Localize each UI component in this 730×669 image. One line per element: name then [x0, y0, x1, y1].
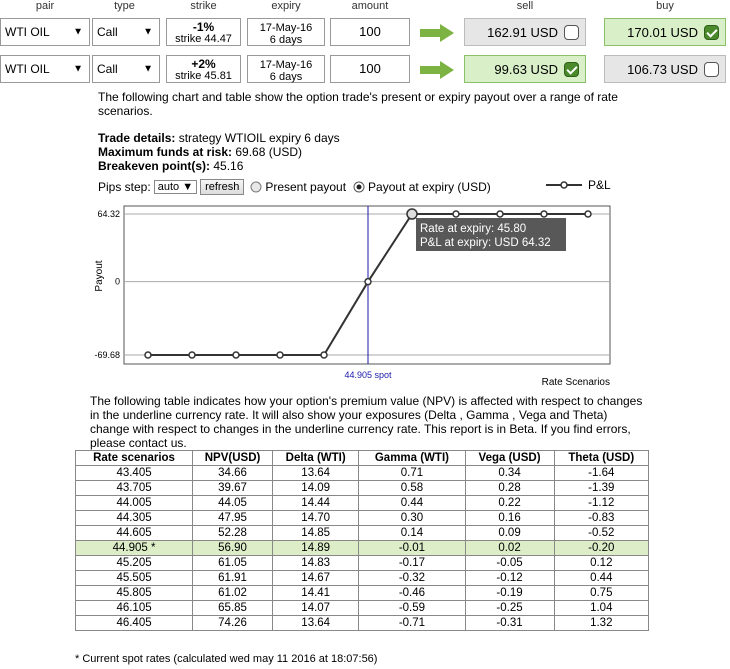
table-cell: 1.32	[554, 616, 648, 631]
table-cell: 0.34	[465, 466, 554, 481]
table-cell: 46.105	[76, 601, 193, 616]
dropdown-arrow-icon: ▼	[143, 63, 153, 75]
chart-point	[233, 352, 239, 358]
chart-point	[541, 211, 547, 217]
chart-y-tick-label: 0	[114, 276, 120, 287]
chart-tooltip	[416, 218, 566, 251]
table-cell: 45.805	[76, 586, 193, 601]
footnote: * Current spot rates (calculated wed may 11 2016 at 18:07:56)	[75, 653, 378, 665]
pair-select[interactable]	[0, 55, 90, 83]
table-cell: 45.205	[76, 556, 193, 571]
table-cell: 14.85	[273, 526, 359, 541]
strike-value: strike 45.81	[175, 70, 232, 82]
table-cell: 44.605	[76, 526, 193, 541]
chart-point	[321, 352, 327, 358]
amount-input[interactable]: 100	[330, 55, 410, 83]
header-buy: buy	[656, 0, 674, 12]
table-row	[76, 616, 649, 631]
type-value: Call	[97, 62, 118, 76]
chart-y-tick-label: 64.32	[97, 209, 120, 219]
pair-select[interactable]	[0, 18, 90, 46]
type-select[interactable]	[92, 55, 160, 83]
strike-box[interactable]	[166, 55, 241, 83]
table-cell: 13.64	[273, 466, 359, 481]
table-header-cell: Delta (WTI)	[273, 451, 359, 466]
table-cell: 13.64	[273, 616, 359, 631]
sell-option[interactable]	[464, 18, 586, 46]
dropdown-arrow-icon: ▼	[73, 63, 83, 75]
table-header-row	[76, 451, 649, 466]
chart-spot-label: 44.905 spot	[344, 370, 392, 380]
strike-percent: +2%	[191, 57, 216, 71]
chart-controls	[98, 178, 491, 196]
table-cell: 14.70	[273, 511, 359, 526]
table-cell: 0.44	[359, 496, 465, 511]
table-cell: 65.85	[193, 601, 273, 616]
table-cell: -0.05	[465, 556, 554, 571]
table-cell: 56.90	[193, 541, 273, 556]
expiry-box[interactable]	[247, 18, 325, 46]
table-cell: -1.12	[554, 496, 648, 511]
table-cell: -0.46	[359, 586, 465, 601]
table-cell: -0.12	[465, 571, 554, 586]
arrow-right-icon	[420, 24, 454, 42]
table-cell: 0.71	[359, 466, 465, 481]
chart-point	[189, 352, 195, 358]
chart-point	[145, 352, 151, 358]
header-expiry: expiry	[271, 0, 301, 12]
chart-point	[497, 211, 503, 217]
chart-legend	[546, 178, 611, 192]
table-header-cell: Theta (USD)	[554, 451, 648, 466]
chart-point	[453, 211, 459, 217]
buy-option[interactable]	[604, 55, 726, 83]
chart-tooltip-pl: P&L at expiry: USD 64.32	[420, 237, 551, 249]
sensitivity-table	[75, 450, 649, 631]
table-header-cell: NPV(USD)	[193, 451, 273, 466]
table-cell: 46.405	[76, 616, 193, 631]
table-cell: -0.20	[554, 541, 648, 556]
table-cell: 43.705	[76, 481, 193, 496]
table-cell: 61.05	[193, 556, 273, 571]
breakeven-line	[98, 159, 618, 173]
sell-checkbox-checked[interactable]	[564, 62, 579, 77]
expiry-box[interactable]	[247, 55, 325, 83]
chart-tooltip-rate: Rate at expiry: 45.80	[420, 223, 527, 235]
trade-details-value: strategy WTIOIL expiry 6 days	[175, 131, 340, 145]
expiry-days: 6 days	[269, 34, 303, 46]
table-row	[76, 511, 649, 526]
chart-y-tick-label: -69.68	[94, 350, 120, 360]
buy-price: 170.01 USD	[627, 24, 698, 40]
sell-price: 99.63 USD	[494, 61, 558, 77]
table-cell: 14.67	[273, 571, 359, 586]
header-type: type	[114, 0, 135, 12]
table-cell: -0.01	[359, 541, 465, 556]
pair-value: WTI OIL	[5, 62, 50, 76]
buy-checkbox-checked[interactable]	[704, 25, 719, 40]
amount-input[interactable]: 100	[330, 18, 410, 46]
breakeven-label: Breakeven point(s):	[98, 159, 211, 173]
table-cell: -1.64	[554, 466, 648, 481]
table-cell: 14.89	[273, 541, 359, 556]
legend-line-marker	[546, 180, 582, 190]
table-cell: 43.405	[76, 466, 193, 481]
table-cell: -0.59	[359, 601, 465, 616]
buy-price: 106.73 USD	[627, 61, 698, 77]
table-cell: 34.66	[193, 466, 273, 481]
header-sell: sell	[516, 0, 534, 12]
dropdown-arrow-icon: ▼	[73, 26, 83, 38]
table-cell: 44.305	[76, 511, 193, 526]
chart-intro-text: The following chart and table show the option trade's present or expiry payout over a range of rate scenarios.	[98, 90, 618, 118]
dropdown-arrow-icon: ▼	[182, 181, 194, 193]
table-row	[76, 571, 649, 586]
legend-label: P&L	[588, 178, 611, 192]
trade-details-line	[98, 131, 618, 145]
table-cell: 61.91	[193, 571, 273, 586]
expiry-date: 17-May-16	[259, 22, 313, 34]
table-cell: 0.09	[465, 526, 554, 541]
trade-details	[98, 131, 618, 173]
max-funds-value: 69.68 (USD)	[232, 145, 303, 159]
table-cell: 14.44	[273, 496, 359, 511]
table-cell: 14.83	[273, 556, 359, 571]
pips-step-select[interactable]	[154, 180, 197, 194]
table-cell: -1.39	[554, 481, 648, 496]
chart-x-axis-label: Rate Scenarios	[541, 377, 610, 388]
chart-point-highlighted	[407, 209, 417, 219]
header-pair: pair	[35, 0, 55, 12]
sell-option[interactable]	[464, 55, 586, 83]
type-select[interactable]	[92, 18, 160, 46]
table-cell: 44.905 *	[76, 541, 193, 556]
table-cell: 44.05	[193, 496, 273, 511]
table-row	[76, 481, 649, 496]
table-header-cell: Rate scenarios	[76, 451, 193, 466]
chart-point	[277, 352, 283, 358]
table-cell: 0.44	[554, 571, 648, 586]
sell-price: 162.91 USD	[487, 24, 558, 40]
type-value: Call	[97, 25, 118, 39]
payout-chart	[80, 200, 620, 392]
pips-step-value: auto	[157, 181, 180, 193]
table-cell: 0.14	[359, 526, 465, 541]
table-row	[76, 466, 649, 481]
dropdown-arrow-icon: ▼	[143, 26, 153, 38]
max-funds-label: Maximum funds at risk:	[98, 145, 233, 159]
table-cell: 52.28	[193, 526, 273, 541]
breakeven-value: 45.16	[210, 159, 244, 173]
sell-checkbox[interactable]	[564, 25, 579, 40]
table-cell: 44.005	[76, 496, 193, 511]
strike-box[interactable]	[166, 18, 241, 46]
table-header-cell: Vega (USD)	[465, 451, 554, 466]
table-cell: 0.58	[359, 481, 465, 496]
table-header-cell: Gamma (WTI)	[359, 451, 465, 466]
table-cell: 47.95	[193, 511, 273, 526]
trade-row	[0, 53, 730, 85]
header-strike: strike	[190, 0, 217, 12]
table-cell: -0.25	[465, 601, 554, 616]
table-cell: 61.02	[193, 586, 273, 601]
table-cell: 14.41	[273, 586, 359, 601]
table-row	[76, 526, 649, 541]
chart-point	[585, 211, 591, 217]
arrow-right-icon	[420, 61, 454, 79]
strike-percent: -1%	[192, 20, 215, 34]
present-payout-radio[interactable]	[250, 181, 262, 193]
table-cell: 74.26	[193, 616, 273, 631]
refresh-button[interactable]: refresh	[200, 179, 244, 195]
header-amount: amount	[351, 0, 389, 12]
table-row	[76, 496, 649, 511]
table-cell: -0.32	[359, 571, 465, 586]
expiry-days: 6 days	[269, 71, 303, 83]
trade-row	[0, 16, 730, 48]
table-intro-text: The following table indicates how your option's premium value (NPV) is affected with respect to changes in the underline currency rate. It will also show your exposures (Delta , Gamma , Vega and Theta) change with respect to changes in the underline currency rate. This report is in Beta. If you find errors, please contact us.	[90, 394, 643, 450]
table-cell: 45.505	[76, 571, 193, 586]
table-cell: 14.07	[273, 601, 359, 616]
table-cell: 0.28	[465, 481, 554, 496]
table-cell: -0.17	[359, 556, 465, 571]
table-cell: 0.22	[465, 496, 554, 511]
table-cell: 0.75	[554, 586, 648, 601]
table-cell: -0.19	[465, 586, 554, 601]
buy-option[interactable]	[604, 18, 726, 46]
present-payout-label: Present payout	[265, 180, 347, 194]
chart-y-axis-label: Payout	[94, 260, 105, 292]
table-row	[76, 556, 649, 571]
table-cell: -0.83	[554, 511, 648, 526]
buy-checkbox[interactable]	[704, 62, 719, 77]
strike-value: strike 44.47	[175, 33, 232, 45]
table-cell: 14.09	[273, 481, 359, 496]
chart-point	[365, 279, 371, 285]
table-cell: 0.30	[359, 511, 465, 526]
trade-details-label: Trade details:	[98, 131, 176, 145]
expiry-date: 17-May-16	[259, 59, 313, 71]
table-cell: 0.02	[465, 541, 554, 556]
pips-step-label: Pips step:	[98, 180, 151, 194]
table-cell: -0.52	[554, 526, 648, 541]
table-cell: 39.67	[193, 481, 273, 496]
table-row	[76, 601, 649, 616]
table-cell: 0.12	[554, 556, 648, 571]
expiry-payout-radio-selected[interactable]	[353, 181, 365, 193]
max-funds-line	[98, 145, 618, 159]
table-cell: -0.31	[465, 616, 554, 631]
expiry-payout-label: Payout at expiry (USD)	[368, 180, 491, 194]
table-cell: 0.16	[465, 511, 554, 526]
table-cell: 1.04	[554, 601, 648, 616]
table-row-spot	[76, 541, 649, 556]
table-cell: -0.71	[359, 616, 465, 631]
pair-value: WTI OIL	[5, 25, 50, 39]
table-row	[76, 586, 649, 601]
